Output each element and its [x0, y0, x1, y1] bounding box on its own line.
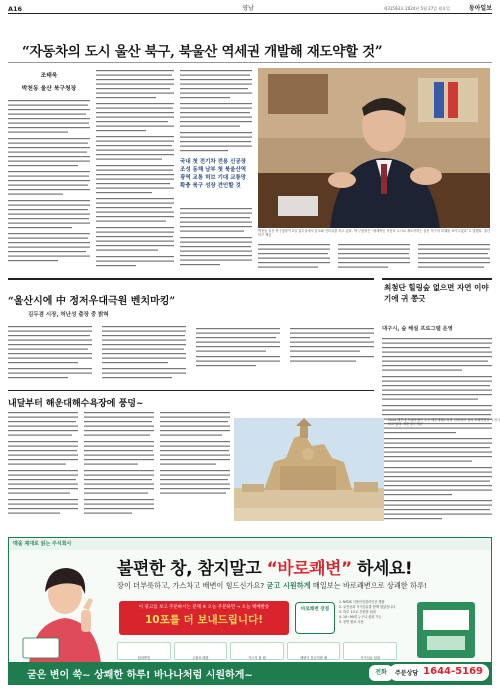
- interviewee-name: 박천동 울산 북구청장: [21, 86, 77, 92]
- ad-tip-label: 섭취방법: [137, 656, 150, 660]
- text-lines: [8, 326, 374, 386]
- ad-tip-label: 주원료 배합: [192, 656, 209, 660]
- page-number: A16: [8, 5, 23, 13]
- article4-body: [8, 412, 230, 524]
- ad-order-box[interactable]: [389, 664, 489, 681]
- section-divider: [8, 390, 374, 391]
- ad-footer-slogan: 굳은 변이 쑥~ 상쾌한 하루! 바나나처럼 시원하게~: [27, 670, 253, 681]
- ad-sub-highlight: 굳고 시원하게: [266, 581, 311, 590]
- text-lines: [96, 70, 174, 268]
- article2-body: [8, 326, 374, 386]
- ad-order-label: 주문상담: [395, 670, 419, 677]
- ad-benefit-item: 3. 하루 1포로 간편한 섭취: [339, 610, 376, 614]
- interview-byline: [8, 70, 90, 92]
- section-divider: [382, 278, 492, 280]
- article1-body-bottom: [258, 244, 490, 274]
- interview-photo-image: [258, 68, 490, 228]
- text-lines: [180, 70, 252, 154]
- ad-promo-top: 이 광고를 보고 주문하시는 분께 ※ 오늘 주문하면 → 오늘 택배발송: [138, 605, 270, 610]
- ad-model-image: [19, 552, 109, 664]
- text-lines: [8, 100, 90, 268]
- ad-promo-box: [119, 601, 289, 635]
- ad-call-button[interactable]: 전화: [369, 665, 393, 681]
- article1-body-col2: [96, 70, 174, 268]
- article3-headline: 최첨단 힐링숲 없으면 자연 이야기에 귀 쫑긋: [384, 283, 489, 303]
- section-name: 영남: [242, 5, 254, 12]
- ad-headline: [117, 554, 412, 579]
- ad-sub-part3: 매일보는 바로쾌변으로 상쾌한 하루!: [310, 581, 427, 590]
- article4-body-bottom: [234, 524, 374, 534]
- interview-photo-caption: 박천동 울산 북구청장이 2일 집무실에서 본보와 인터뷰를 하고 있다. 박 구청장은 “세계적인 자동차 도시로 재도약하는 울산 북구의 미래를 보여주겠다”고 말했다. 울산 북구 제공: [258, 229, 490, 238]
- ad-tip-label: 가스가 찰 때: [248, 656, 266, 660]
- ad-logo: 맥을 제대로 읽는 주식회사: [13, 541, 72, 547]
- ad-tip: [174, 642, 228, 660]
- ad-footer-bar: [9, 662, 492, 684]
- ad-tip: [287, 642, 341, 660]
- ad-tip-label: 식이섬유 섭취: [360, 656, 380, 660]
- ad-benefit-item: 5. 천연 원료 사용: [339, 620, 364, 624]
- ad-benefit-item: 1. NFDS 식품안전관리인증 제품: [339, 600, 385, 604]
- newspaper-brand: 동아일보: [468, 5, 492, 12]
- ad-sub-part1: 장이 더부룩하고, 가스차고 배변이 힘드신가요?: [117, 581, 267, 590]
- ad-subheadline: [117, 581, 427, 591]
- issue-meta: 제31593호 2024년 5월 27일 월요일: [383, 6, 450, 11]
- ad-badge: 바로쾌변 장점: [295, 602, 335, 634]
- sand-sculpture-image: [234, 418, 384, 521]
- article2-headline: “울산시에 中 정저우대극원 벤치마킹”: [8, 296, 176, 307]
- ad-tip: [117, 642, 171, 660]
- sand-sculpture-caption: 2024 해운대 모래축제가 부산 해운대해수욕장 일원에서 열려 모래작품들이 전시되고 있다. 해운대구 제공: [388, 418, 500, 427]
- article2-subheadline: 김두겸 시장, 허난성 출장 중 밝혀: [28, 312, 109, 318]
- ad-headline-part1: 불편한 창, 참지말고: [117, 559, 267, 579]
- article1-body-col3b: [180, 208, 252, 270]
- reporter-name: 조태욱: [40, 73, 58, 79]
- ad-tip: [343, 642, 397, 660]
- text-lines: [258, 244, 490, 274]
- headline-rule: [8, 62, 492, 63]
- text-lines: [382, 338, 492, 528]
- sand-sculpture-photo: [234, 418, 384, 521]
- article3-subheadline: 대구시, 숲 해설 프로그램 운영: [382, 326, 453, 332]
- advertisement: [8, 537, 492, 685]
- text-lines: [8, 412, 230, 524]
- article1-body-col1: [8, 100, 90, 268]
- interview-photo: [258, 68, 490, 228]
- text-lines: [180, 208, 252, 270]
- ad-tip: [230, 642, 284, 660]
- ad-tip-label: 배변이 불규칙할 때: [300, 656, 327, 660]
- ad-headline-part3: 하세요!: [351, 559, 413, 579]
- page-header: [8, 4, 492, 14]
- ad-benefit-item: 2. 유산균과 식이섬유를 함께 담았습니다: [339, 605, 396, 609]
- ad-promo-main: 10포를 더 보내드립니다!: [145, 614, 263, 626]
- ad-benefit-item: 4. 10~90대 누구나 섭취 가능: [339, 615, 382, 619]
- article4-headline: 내달부터 해운대해수욕장에 풍덩~: [8, 399, 144, 409]
- ad-top-bar: [9, 538, 492, 550]
- article1-body-col3: [180, 70, 252, 154]
- ad-product-image: [411, 596, 481, 664]
- ad-tip-row: [117, 642, 397, 660]
- ad-headline-brand: “바로쾌변”: [266, 559, 352, 579]
- section-divider: [8, 278, 374, 280]
- ad-phone-number: 1644-5169: [423, 666, 483, 677]
- article3-body: [382, 338, 492, 528]
- article1-headline: “자동차의 도시 울산 북구, 북울산 역세권 개발해 재도약할 것”: [22, 44, 383, 60]
- article1-subheadline: 국내 첫 전기차 전용 신공장 조성 동해 남부 첫 북울산역 광역 교통 허브 기대 교통망 확충 북구 성장 견인할 것: [180, 159, 247, 189]
- ad-benefit-list: [339, 600, 409, 625]
